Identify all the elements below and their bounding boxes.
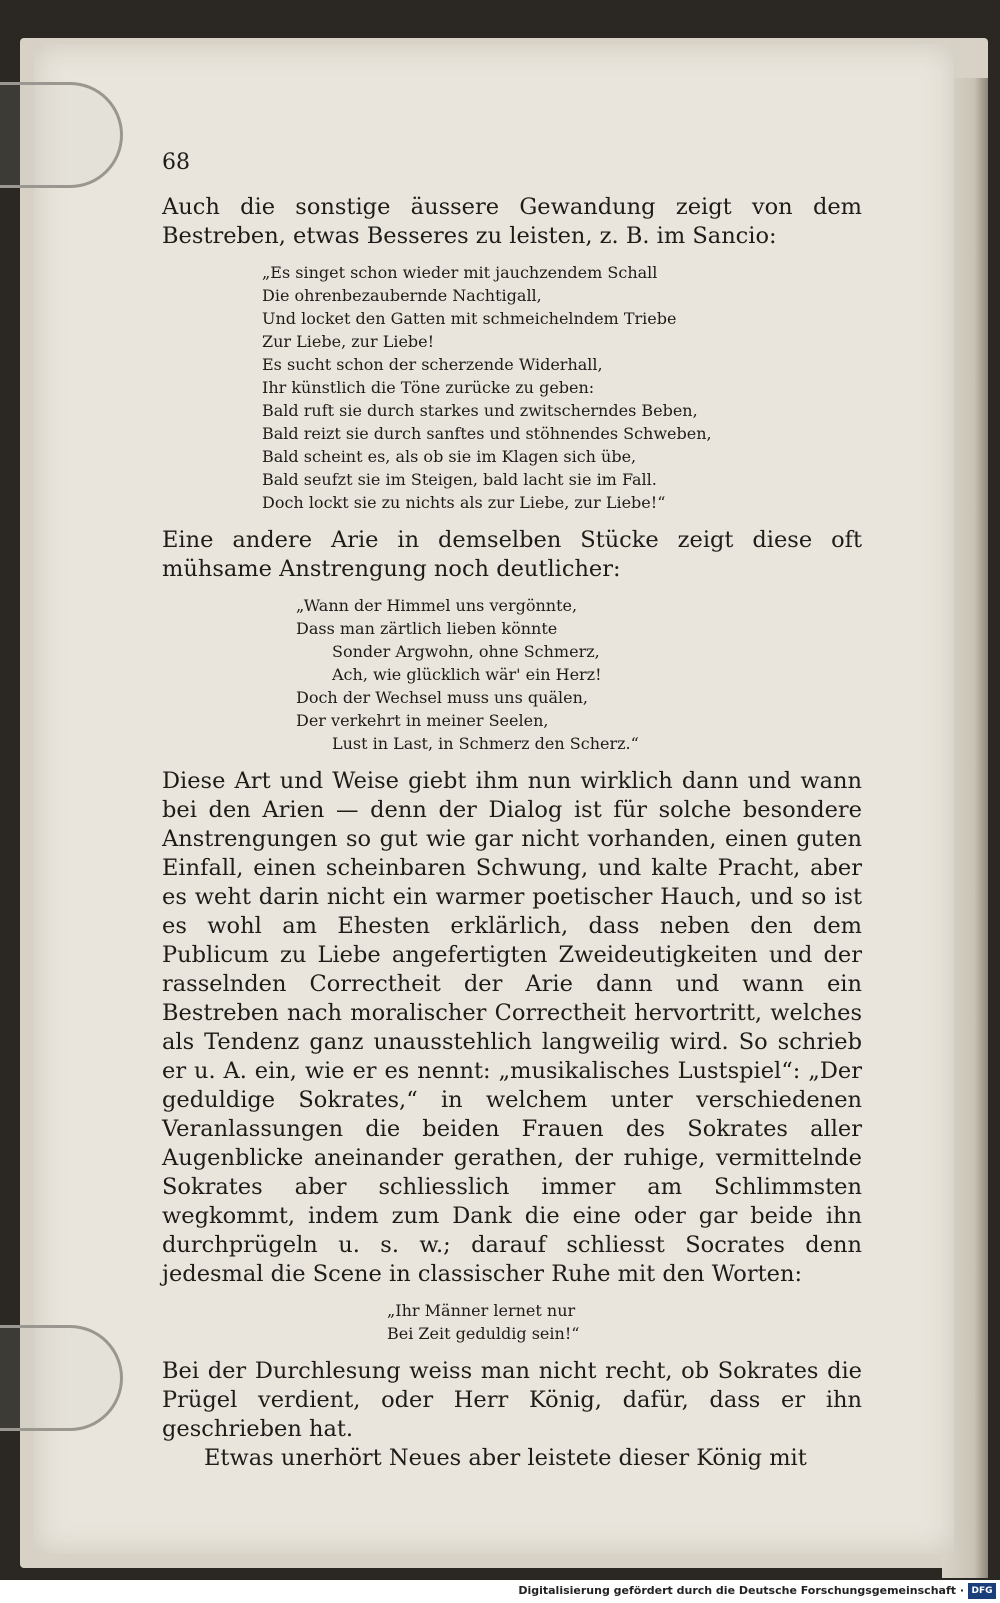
- verse-line: Die ohrenbezaubernde Nachtigall,: [262, 286, 542, 305]
- verse-line: „Wann der Himmel uns vergönnte,: [296, 596, 578, 615]
- page-number: 68: [162, 150, 190, 175]
- paragraph-1: Auch die sonstige äussere Gewandung zeigt von dem Bestreben, etwas Besseres zu leisten, z. B. im Sancio:: [162, 194, 862, 249]
- verse-line: Dass man zärtlich lieben könnte: [296, 619, 558, 638]
- verse-block-3: [387, 1299, 862, 1345]
- verse-line: Sonder Argwohn, ohne Schmerz,: [332, 642, 600, 661]
- verse-line: Der verkehrt in meiner Seelen,: [296, 711, 549, 730]
- verse-line: Zur Liebe, zur Liebe!: [262, 332, 435, 351]
- paragraph-3: Diese Art und Weise giebt ihm nun wirklich dann und wann bei den Arien — denn der Dialog ist für solche besondere Anstrengungen so gut wie gar nicht vorhanden, einen guten Einfall, einen scheinbaren Schwung, und kalte Pracht, aber es weht darin nicht ein warmer poetischer Hauch, und so ist es wohl am Ehesten erklärlich, dass neben den dem Publicum zu Liebe angefertigten Zweideutigkeiten und der rasselnden Correctheit der Arie dann und wann ein Bestreben nach moralischer Correctheit hervortritt, welches als Tendenz ganz unausstehlich langweilig wird. So schrieb er u. A. ein, wie er es nennt: „musikalisches Lustspiel“: „Der geduldige Sokrates,“ in welchem unter verschiedenen Veranlassungen die beiden Frauen des Sokrates aller Augenblicke aneinander gerathen, der ruhige, vermittelnde Sokrates aber schliesslich immer am Schlimmsten wegkommt, indem zum Dank die eine oder gar beide ihn durchprügeln u. s. w.; darauf schliesst Socrates denn jedesmal die Scene in classischer Ruhe mit den Worten:: [162, 768, 862, 1287]
- verse-line: Ach, wie glücklich wär' ein Herz!: [332, 665, 602, 684]
- verse-line: Bald ruft sie durch starkes und zwitscherndes Beben,: [262, 401, 698, 420]
- paper-clip-top-icon: [0, 82, 123, 188]
- verse-line: Lust in Last, in Schmerz den Scherz.“: [332, 734, 639, 753]
- verse-line: Und locket den Gatten mit schmeichelndem Triebe: [262, 309, 677, 328]
- page-content: [162, 150, 862, 1473]
- footer-credit: Digitalisierung gefördert durch die Deutsche Forschungsgemeinschaft ·: [518, 1584, 964, 1597]
- verse-line: Bald scheint es, als ob sie im Klagen sich übe,: [262, 447, 637, 466]
- verse-line: Es sucht schon der scherzende Widerhall,: [262, 355, 603, 374]
- verse-line: Bald reizt sie durch sanftes und stöhnendes Schweben,: [262, 424, 712, 443]
- verse-block-2: [296, 594, 862, 755]
- paragraph-5: Etwas unerhört Neues aber leistete dieser König mit: [204, 1445, 807, 1471]
- paragraph-2: Eine andere Arie in demselben Stücke zeigt diese oft mühsame Anstrengung noch deutlicher:: [162, 527, 862, 582]
- verse-line: Doch der Wechsel muss uns quälen,: [296, 688, 588, 707]
- footer-bar: [0, 1580, 1000, 1603]
- verse-line: „Es singet schon wieder mit jauchzendem Schall: [262, 263, 658, 282]
- paper-clip-bottom-icon: [0, 1325, 123, 1431]
- verse-block-1: [262, 261, 862, 514]
- paragraph-4: Bei der Durchlesung weiss man nicht recht, ob Sokrates die Prügel verdient, oder Herr König, dafür, dass er ihn geschrieben hat.: [162, 1358, 862, 1442]
- verse-line: „Ihr Männer lernet nur: [387, 1301, 576, 1320]
- verse-line: Doch lockt sie zu nichts als zur Liebe, zur Liebe!“: [262, 493, 666, 512]
- verse-line: Bei Zeit geduldig sein!“: [387, 1324, 580, 1343]
- dfg-logo-icon: DFG: [968, 1583, 996, 1599]
- verse-line: Bald seufzt sie im Steigen, bald lacht sie im Fall.: [262, 470, 657, 489]
- verse-line: Ihr künstlich die Töne zurücke zu geben:: [262, 378, 595, 397]
